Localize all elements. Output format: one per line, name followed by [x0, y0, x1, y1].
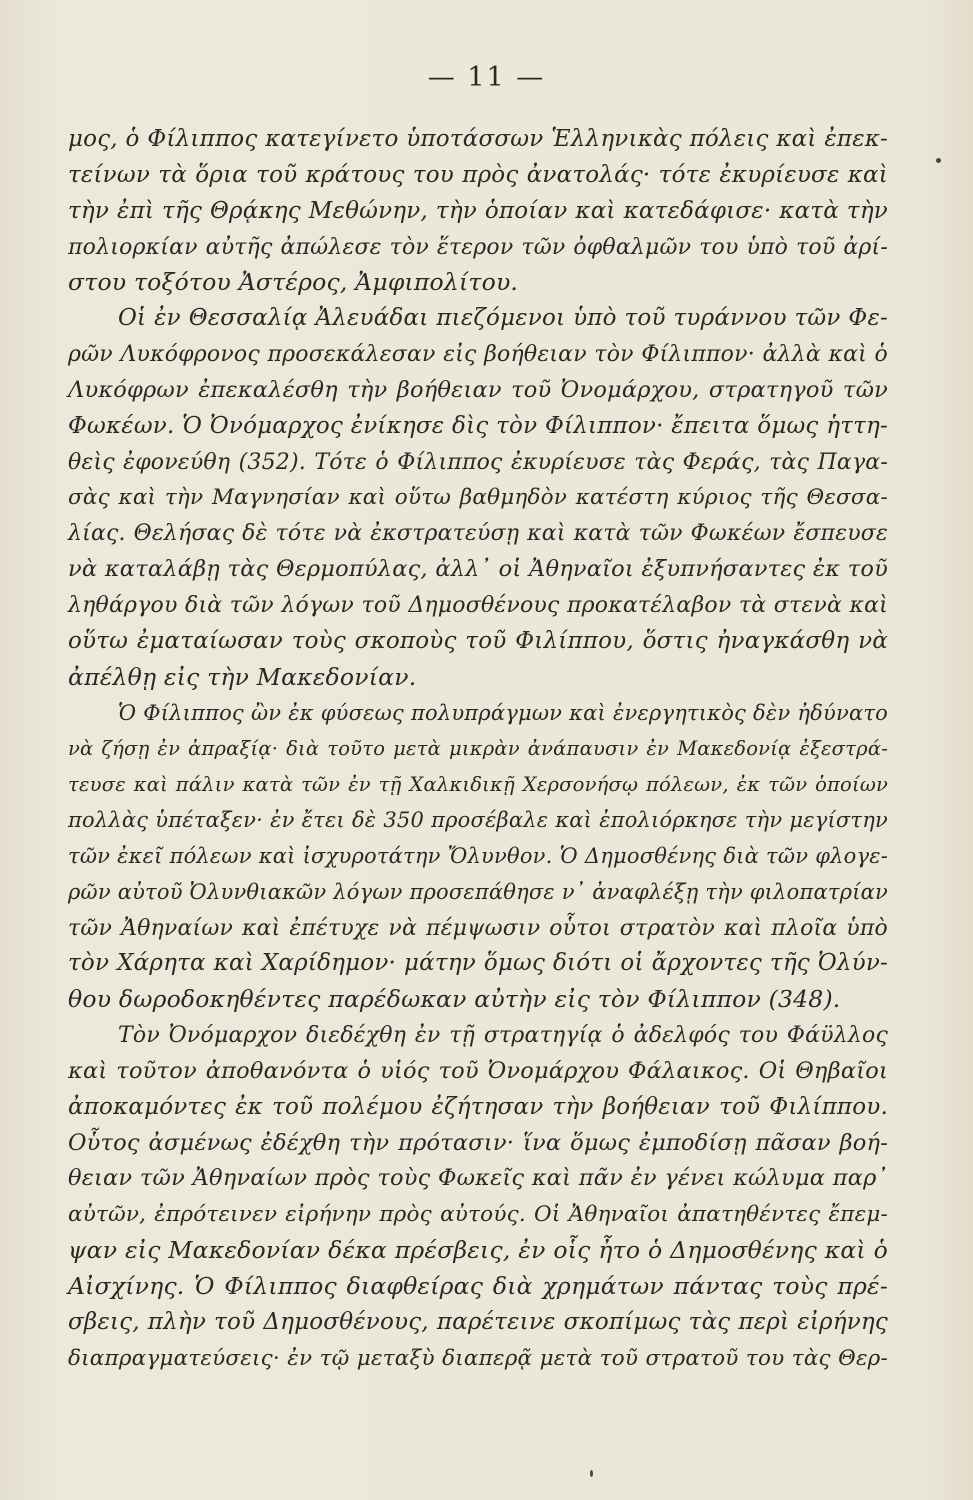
text-line: ληθάργου διὰ τῶν λόγων τοῦ Δημοσθένους προκατέλαβον τὰ στενὰ καὶ	[68, 592, 888, 618]
text-line: σὰς καὶ τὴν Μαγνησίαν καὶ οὕτω βαθμηδὸν κατέστη κύριος τῆς Θεσσα-	[68, 485, 888, 511]
text-line: τῶν Ἀθηναίων καὶ ἐπέτυχε νὰ πέμψωσιν οὗτοι στρατὸν καὶ πλοῖα ὑπὸ	[68, 915, 888, 941]
text-line: οὕτω ἐματαίωσαν τοὺς σκοποὺς τοῦ Φιλίππου, ὅστις ἠναγκάσθη νὰ	[68, 627, 888, 654]
paragraph-start-line: Οἱ ἐν Θεσσαλίᾳ Ἀλευάδαι πιεζόμενοι ὑπὸ τοῦ τυράννου τῶν Φε-	[118, 305, 888, 332]
page-number: — 11 —	[427, 62, 546, 93]
text-line: σβεις, πλὴν τοῦ Δημοσθένους, παρέτεινε σκοπίμως τὰς περὶ εἰρήνης	[68, 1308, 888, 1335]
ink-speck	[590, 1470, 593, 1477]
text-line: Αἰσχίνης. Ὁ Φίλιππος διαφθείρας διὰ χρημάτων πάντας τοὺς πρέ-	[68, 1272, 888, 1300]
text-line: ἀπέλθῃ εἰς τὴν Μακεδονίαν.	[68, 662, 417, 691]
text-line: θεὶς ἐφονεύθη (352). Τότε ὁ Φίλιππος ἐκυρίευσε τὰς Φεράς, τὰς Παγα-	[68, 449, 888, 475]
text-line: Λυκόφρων ἐπεκαλέσθη τὴν βοήθειαν τοῦ Ὀνομάρχου, στρατηγοῦ τῶν	[68, 376, 888, 403]
text-line: στου τοξότου Ἀστέρος, Ἀμφιπολίτου.	[68, 268, 519, 297]
text-line: τὴν ἐπὶ τῆς Θρᾴκης Μεθώνην, τὴν ὁποίαν καὶ κατεδάφισε· κατὰ τὴν	[68, 197, 888, 224]
text-line: μος, ὁ Φίλιππος κατεγίνετο ὑποτάσσων Ἑλληνικὰς πόλεις καὶ ἐπεκ-	[68, 126, 888, 152]
text-line: ρῶν αὐτοῦ Ὀλυνθιακῶν λόγων προσεπάθησε ν᾽ ἀναφλέξῃ τὴν φιλοπατρίαν	[68, 879, 888, 904]
text-line: τῶν ἐκεῖ πόλεων καὶ ἰσχυροτάτην Ὄλυνθον. Ὁ Δημοσθένης διὰ τῶν φλογε-	[68, 843, 888, 868]
text-line: ψαν εἰς Μακεδονίαν δέκα πρέσβεις, ἐν οἷς ἦτο ὁ Δημοσθένης καὶ ὁ	[68, 1236, 888, 1265]
paragraph-start-line: Ὁ Φίλιππος ὢν ἐκ φύσεως πολυπράγμων καὶ ἐνεργητικὸς δὲν ἠδύνατο	[118, 700, 888, 725]
text-line: Φωκέων. Ὁ Ὀνόμαρχος ἐνίκησε δὶς τὸν Φίλιππον· ἔπειτα ὅμως ἡττη-	[68, 412, 888, 439]
ink-speck	[936, 158, 941, 163]
text-line: νὰ ζήσῃ ἐν ἀπραξίᾳ· διὰ τοῦτο μετὰ μικρὰν ἀνάπαυσιν ἐν Μακεδονίᾳ ἐξεστρά-	[68, 737, 888, 761]
text-line: πολιορκίαν αὐτῆς ἀπώλεσε τὸν ἕτερον τῶν ὀφθαλμῶν του ὑπὸ τοῦ ἀρί-	[68, 234, 888, 260]
text-line: τευσε καὶ πάλιν κατὰ τῶν ἐν τῇ Χαλκιδικῇ Χερσονήσῳ πόλεων, ἐκ τῶν ὁποίων	[68, 773, 888, 797]
text-line: νὰ καταλάβῃ τὰς Θερμοπύλας, ἀλλ᾽ οἱ Ἀθηναῖοι ἐξυπνήσαντες ἐκ τοῦ	[68, 556, 888, 583]
text-line: διαπραγματεύσεις· ἐν τῷ μεταξὺ διαπερᾷ μετὰ τοῦ στρατοῦ του τὰς Θερ-	[68, 1345, 888, 1371]
text-line: τὸν Χάρητα καὶ Χαρίδημον· μάτην ὅμως διότι οἱ ἄρχοντες τῆς Ὀλύν-	[68, 950, 888, 977]
text-line: Οὗτος ἀσμένως ἐδέχθη τὴν πρότασιν· ἵνα ὅμως ἐμποδίσῃ πᾶσαν βοή-	[68, 1129, 888, 1156]
text-line: θου δωροδοκηθέντες παρέδωκαν αὐτὴν εἰς τὸν Φίλιππον (348).	[68, 985, 841, 1014]
text-line: θειαν τῶν Ἀθηναίων πρὸς τοὺς Φωκεῖς καὶ πᾶν ἐν γένει κώλυμα παρ᾽	[68, 1165, 888, 1192]
text-line: ἀποκαμόντες ἐκ τοῦ πολέμου ἐζήτησαν τὴν βοήθειαν τοῦ Φιλίππου.	[68, 1093, 888, 1120]
text-line: ρῶν Λυκόφρονος προσεκάλεσαν εἰς βοήθειαν τὸν Φίλιππον· ἀλλὰ καὶ ὁ	[68, 342, 888, 368]
paragraph-start-line: Τὸν Ὀνόμαρχον διεδέχθη ἐν τῇ στρατηγίᾳ ὁ ἀδελφός του Φάϋλλος	[118, 1023, 888, 1049]
text-line: αὐτῶν, ἐπρότεινεν εἰρήνην πρὸς αὐτούς. Οἱ Ἀθηναῖοι ἀπατηθέντες ἔπεμ-	[68, 1202, 888, 1228]
text-line: πολλὰς ὑπέταξεν· ἐν ἔτει δὲ 350 προσέβαλε καὶ ἐπολιόρκησε τὴν μεγίστην	[68, 808, 888, 833]
text-line: τείνων τὰ ὅρια τοῦ κράτους του πρὸς ἀνατολάς· τότε ἐκυρίευσε καὶ	[68, 161, 888, 188]
text-line: λίας. Θελήσας δὲ τότε νὰ ἐκστρατεύσῃ καὶ κατὰ τῶν Φωκέων ἔσπευσε	[68, 521, 888, 547]
text-line: καὶ τοῦτον ἀποθανόντα ὁ υἱός τοῦ Ὀνομάρχου Φάλαικος. Οἱ Θηβαῖοι	[68, 1057, 888, 1084]
body-text	[68, 122, 888, 1377]
